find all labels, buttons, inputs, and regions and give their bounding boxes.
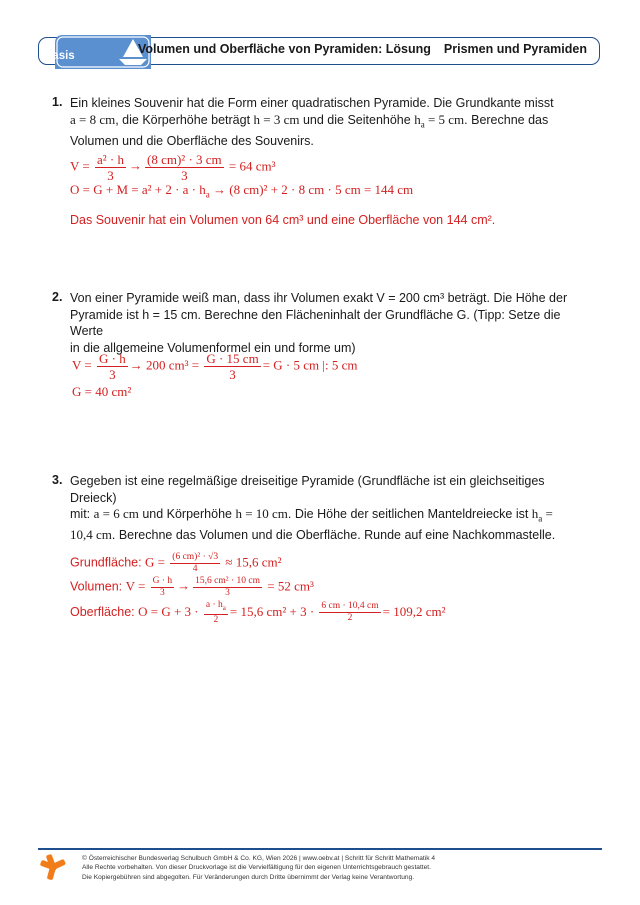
publisher-logo-icon (38, 852, 68, 882)
surface-formula: $O = G + M = a^2 + 2 \cdot a \cdot h_a \to (8$ cm)² + 2 · 8 cm · 5 cm = 144 cm (70, 182, 414, 200)
task-text (70, 290, 570, 356)
arrow-icon: → (129, 158, 142, 174)
footer-divider (38, 848, 602, 850)
volume-formula: V = $\frac{\text{a² · h}}{3}$ → $\frac{\text{(8 cm)² · 3 cm}}{3}$ = 64 cm³ (70, 152, 276, 183)
footer-copyright: © Österreichischer Bundesverlag Schulbuch GmbH & Co. KG, Wien 2026 | www.oebv.at | Schritt für Schritt Mathematik 4 Alle Rechte vorbehalten. Von dieser Druckvorlage ist die Vervielfältigung für den eigenen Unterrichtsgebrauch gestattet. Die Kopiergebühren sind abgegolten. Für Veränderungen durch Dritte übernimmt der Verlag keine Verantwortung. (82, 855, 436, 881)
task-text (70, 95, 570, 149)
answer-text: Das Souvenir hat ein Volumen von 64 cm³ und eine Oberfläche von 144 cm². (70, 213, 496, 227)
task-number: 1. (52, 95, 63, 109)
badge-label: Basis (44, 50, 75, 62)
task-line: Gegeben ist eine regelmäßige dreiseitige Pyramide (Grundfläche ist ein gleichseitiges Dreieck) (70, 474, 545, 505)
task-text (70, 473, 570, 544)
page-header (38, 37, 600, 65)
task-line: Volumen und die Oberfläche des Souvenirs. (70, 133, 314, 148)
task-line: Ein kleines Souvenir hat die Form einer quadratischen Pyramide. Die Grundkante misst (70, 96, 554, 110)
task-line: in die allgemeine Volumenformel ein und forme um) (70, 340, 356, 355)
page-title: Volumen und Oberfläche von Pyramiden: Lösung (138, 42, 431, 56)
volume-formula: V = $\frac{G \cdot h}{3}$ → 200 cm³ = $\frac{G \cdot 15 cm}{3}$ = G · 5 cm |: 5 cm (72, 351, 358, 382)
volume-formula: Volumen: V = $\frac{G \cdot h}{3}$ → $\frac{\text{15,6 cm² · 10 cm}}{3}$ = 52 cm³ (70, 576, 314, 598)
task-number: 3. (52, 473, 63, 487)
task-line: 10,4 cm. Berechne das Volumen und die Oberfläche. Runde auf eine Nachkommastelle. (70, 527, 556, 542)
task-line: mit: a = 6 cm und Körperhöhe h = 10 cm. Die Höhe der seitlichen Manteldreiecke ist $h_a$ = (70, 506, 553, 524)
result-formula: G = 40 cm² (72, 384, 132, 399)
arrow-icon: → (177, 578, 191, 594)
task-line: a = 8 cm, die Körperhöhe beträgt h = 3 cm und die Seitenhöhe $h_a = 5$ cm. Berechne das (70, 111, 549, 129)
task-line: Von einer Pyramide weiß man, dass ihr Volumen exakt V = 200 cm³ beträgt. Die Höhe der (70, 291, 568, 305)
topic-label: Prismen und Pyramiden (443, 42, 587, 56)
task-line: Pyramide ist h = 15 cm. Berechne den Flächeninhalt der Grundfläche G. (Tipp: Setze die Werte (70, 307, 561, 338)
task-number: 2. (52, 290, 63, 304)
surface-formula: Oberfläche: O = G + 3 · $\frac{a \cdot h_a}{2}$ = 15,6 cm² + 3 · $\frac{6 cm \cdot 10,4 cm}{2}$ = 109,2 cm² (70, 600, 446, 625)
base-area-formula: Grundfläche: G = $\frac{\text{(6 cm)² · √3}}{4}$ ≈ 15,6 cm² (70, 552, 282, 574)
